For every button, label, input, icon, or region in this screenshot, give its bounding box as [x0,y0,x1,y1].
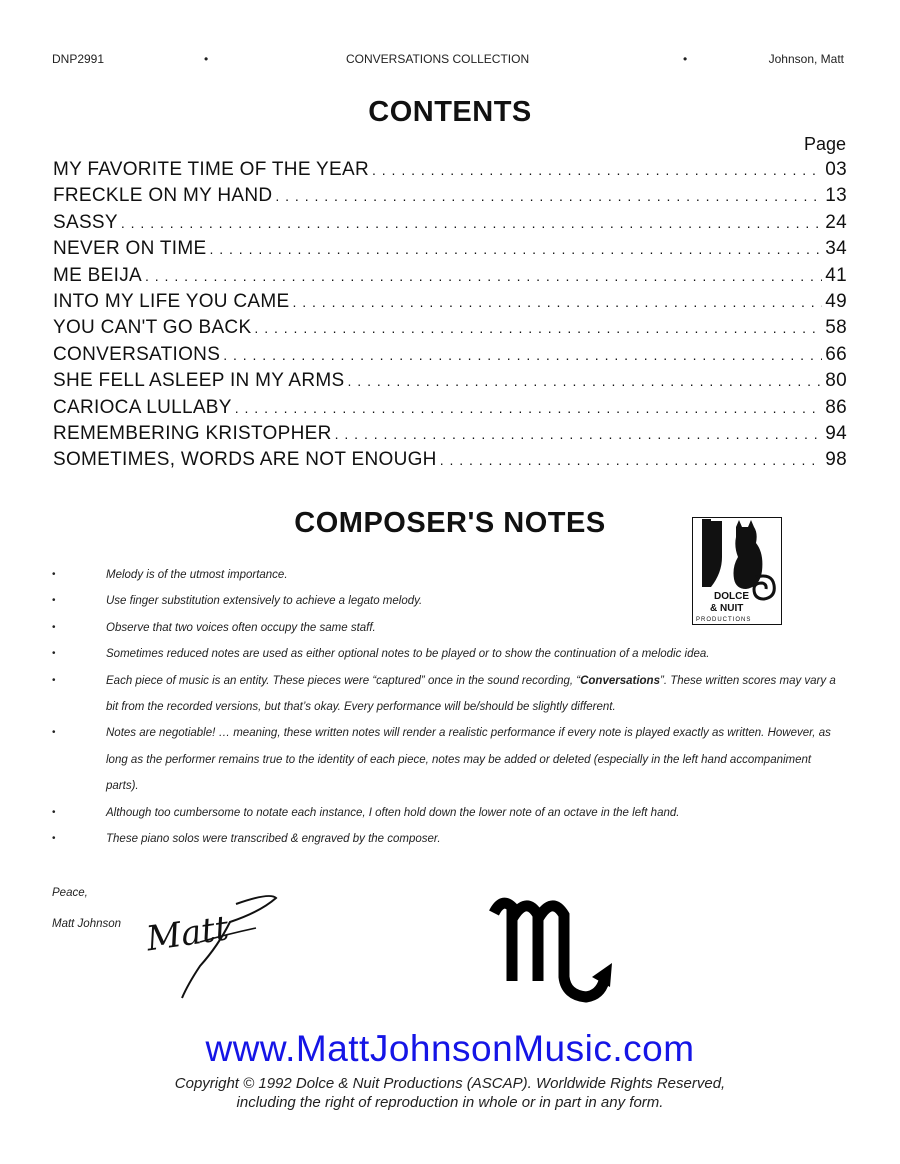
toc-page: 66 [825,343,847,365]
toc-page: 86 [825,396,847,418]
toc-leader [235,400,823,416]
toc-entry [53,449,847,475]
toc-entry [53,238,847,264]
closing-salutation: Peace, [52,887,88,899]
note-item: • Sometimes reduced notes are used as either optional notes to be played or to show the continuation of a melodic idea. [52,641,842,667]
toc-leader [275,188,822,204]
table-of-contents [53,159,847,476]
catalog-code: DNP2991 [52,52,105,66]
toc-entry [53,317,847,343]
toc-title: SASSY [53,211,118,233]
toc-entry [53,185,847,211]
toc-leader [372,162,822,178]
header-bullet: • [204,52,209,66]
toc-entry [53,159,847,185]
toc-page: 58 [825,317,847,339]
author-name: Johnson, Matt [768,52,844,66]
page-header [52,52,844,68]
note-item: • Use finger substitution extensively to achieve a legato melody. [52,588,842,614]
toc-leader [121,215,822,231]
toc-title: MY FAVORITE TIME OF THE YEAR [53,159,369,180]
toc-page: 41 [825,264,847,286]
signature-text: Matt [143,908,232,960]
contents-heading: CONTENTS [368,96,532,128]
toc-page: 80 [825,370,847,392]
toc-title: CONVERSATIONS [53,343,221,365]
toc-entry [53,423,847,449]
toc-leader [348,373,823,389]
note-item: • Notes are negotiable! … meaning, these written notes will render a realistic performance if every note is played exactly as written. However, as long as the performer remains true to the identity of each piece, notes may be added or deleted (especially in the left hand accompaniment parts). [52,720,842,799]
scorpio-symbol [486,885,626,1015]
toc-entry [53,344,847,370]
note-text: ”. These written scores may vary a bit from the recorded versions, but that’s okay. Every performance will be/should be slightly different. [106,674,836,714]
copyright-notice [0,1074,900,1112]
toc-page: 24 [825,211,847,233]
header-bullet: • [683,52,688,66]
closing-block [52,878,121,940]
toc-page: 13 [825,185,847,207]
toc-title: FRECKLE ON MY HAND [53,185,273,207]
website-link[interactable]: www.MattJohnsonMusic.com [205,1028,695,1069]
toc-leader [223,347,822,363]
page-column-label: Page [803,134,846,154]
note-item: • Observe that two voices often occupy the same staff. [52,615,842,641]
note-item: • Although too cumbersome to notate each instance, I often hold down the lower note of an octave in the left hand. [52,800,842,826]
copyright-line: Copyright © 1992 Dolce & Nuit Productions (ASCAP). Worldwide Rights Reserved, [174,1075,726,1092]
toc-leader [292,294,822,310]
logo-text-dolce: DOLCE [714,591,749,602]
toc-leader [209,241,822,257]
toc-leader [335,426,823,442]
toc-title: SOMETIMES, WORDS ARE NOT ENOUGH [53,449,437,471]
toc-title: INTO MY LIFE YOU CAME [53,290,290,312]
toc-title: NEVER ON TIME [53,238,207,260]
toc-leader [440,452,823,468]
logo-text-nuit: & NUIT [710,603,744,614]
toc-entry [53,265,847,291]
album-title: Conversations [580,674,660,687]
closing-name: Matt Johnson [52,918,122,930]
collection-title: CONVERSATIONS COLLECTION [346,52,530,66]
toc-entry [53,212,847,238]
note-item: • These piano solos were transcribed & engraved by the composer. [52,826,842,852]
note-text: Each piece of music is an entity. These pieces were “captured” once in the sound recording, “ [106,674,581,687]
toc-leader [145,268,822,284]
toc-page: 03 [825,159,847,180]
toc-leader [254,320,822,336]
handwritten-signature [140,886,290,1006]
toc-entry [53,291,847,317]
toc-title: SHE FELL ASLEEP IN MY ARMS [53,370,345,392]
composers-notes-heading: COMPOSER'S NOTES [294,507,606,539]
note-item [52,668,842,721]
toc-title: YOU CAN'T GO BACK [53,317,252,339]
toc-title: CARIOCA LULLABY [53,396,232,418]
logo-text-productions: PRODUCTIONS [696,617,752,623]
toc-page: 98 [825,449,847,471]
copyright-line: including the right of reproduction in whole or in part in any form. [236,1094,664,1111]
note-item: • Melody is of the utmost importance. [52,562,842,588]
toc-title: REMEMBERING KRISTOPHER [53,422,332,444]
toc-title: ME BEIJA [53,264,142,286]
toc-page: 49 [825,290,847,312]
toc-entry [53,397,847,423]
toc-page: 34 [825,238,847,260]
composers-notes-list [52,562,842,852]
toc-entry [53,370,847,396]
toc-page: 94 [825,422,847,444]
